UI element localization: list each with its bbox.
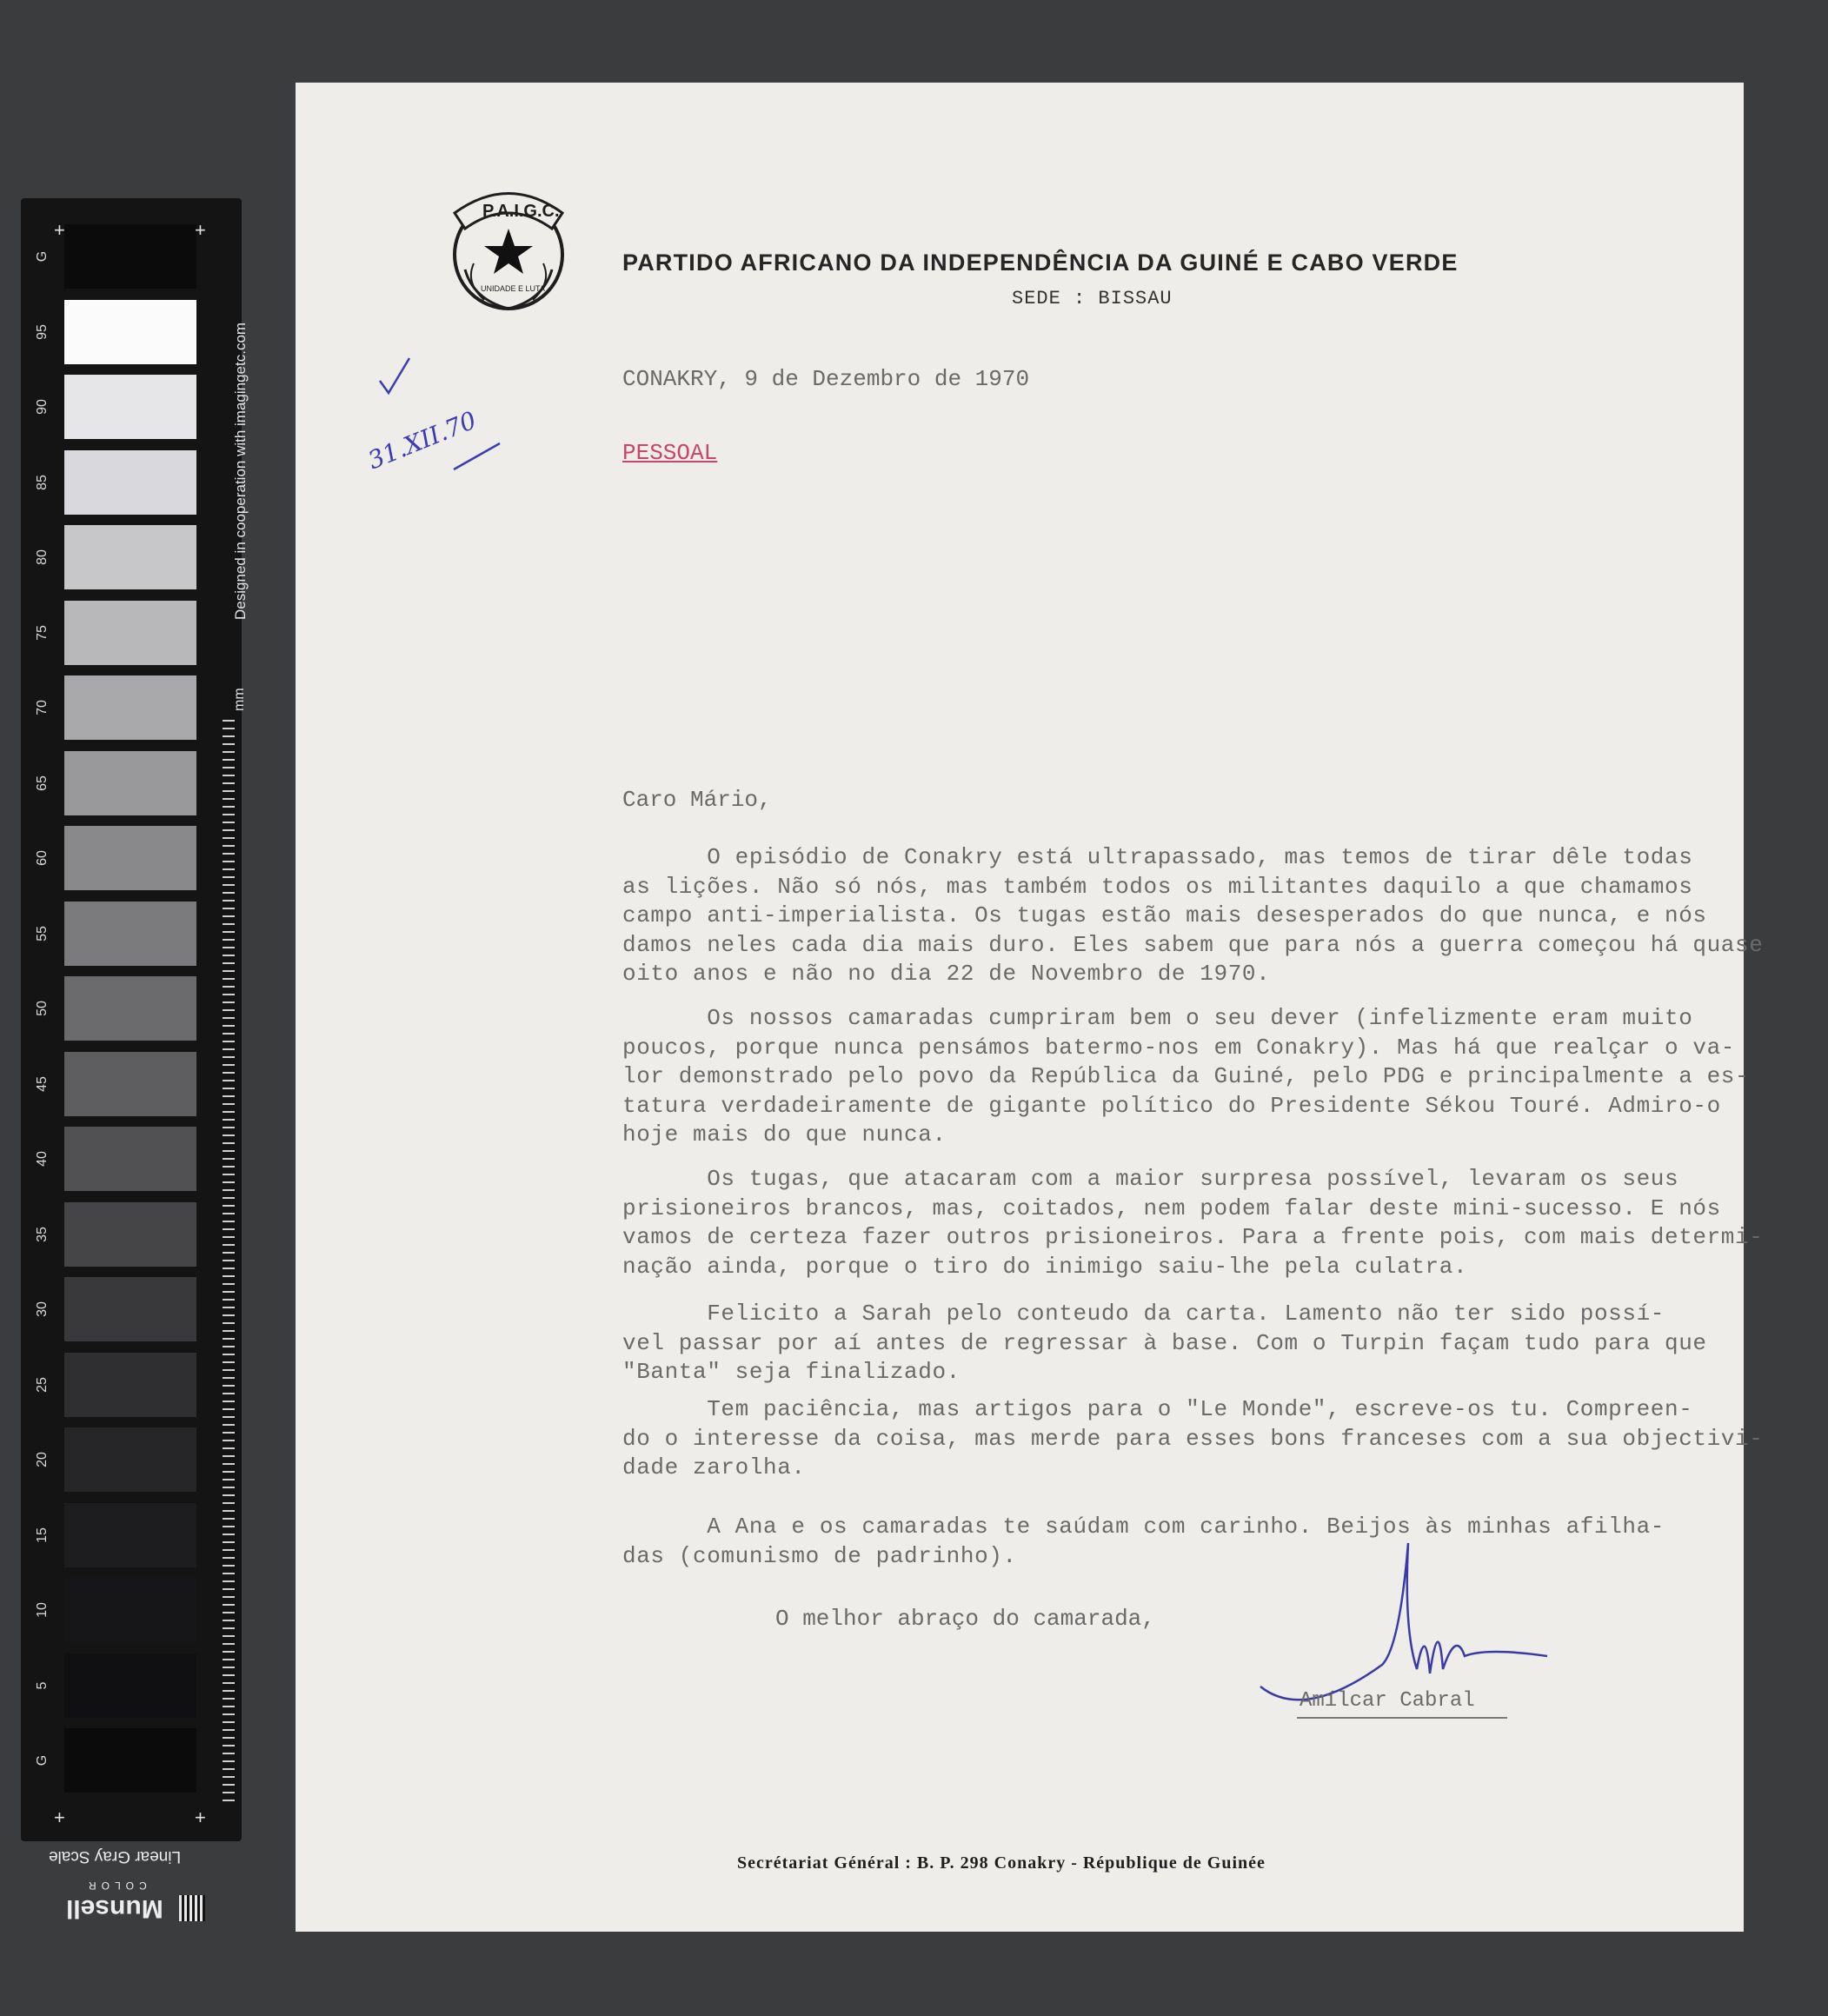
swatch-label: 95	[35, 323, 50, 340]
signature-underline	[1297, 1717, 1507, 1719]
munsell-logo-icon	[179, 1895, 205, 1921]
letter-paragraph	[622, 843, 1764, 989]
letter-line: lor demonstrado pelo povo da República da Guiné, pelo PDG e principalmente a es-	[622, 1063, 1750, 1089]
gray-swatch	[64, 902, 196, 966]
letter-line: nação ainda, porque o tiro do inimigo saiu-lhe pela culatra.	[622, 1253, 1468, 1280]
letter-line: do o interesse da coisa, mas merde para esses bons franceses com a sua objectivi-	[622, 1425, 1764, 1452]
gray-swatch	[64, 525, 196, 589]
letter-line: as lições. Não só nós, mas também todos os militantes daquilo a que chamamos	[622, 873, 1693, 900]
letter-page	[296, 83, 1764, 1932]
unit-label: mm	[232, 688, 247, 711]
swatch-label: 45	[35, 1075, 50, 1092]
letter-line: prisioneiros brancos, mas, coitados, nem podem falar deste mini-sucesso. E nós	[622, 1194, 1721, 1221]
gray-swatch	[64, 1052, 196, 1116]
plus-mark: +	[54, 219, 65, 241]
paigc-emblem-icon	[439, 178, 578, 317]
swatch-label: 70	[35, 700, 50, 715]
emblem-text: P.A.I.G.C.	[482, 202, 560, 221]
gray-swatch	[64, 1127, 196, 1191]
swatch-label: 35	[35, 1226, 50, 1242]
salutation: Caro Mário,	[622, 787, 772, 813]
gray-swatch	[64, 1653, 196, 1718]
letter-line: A Ana e os camaradas te saúdam com carinho. Beijos às minhas afilha-	[622, 1514, 1665, 1540]
gray-swatch	[64, 300, 196, 364]
closing-line: O melhor abraço do camarada,	[775, 1606, 1155, 1632]
scale-name: Linear Gray Scale	[49, 1847, 182, 1866]
letter-line: oito anos e não no dia 22 de Novembro de 1970.	[622, 961, 1271, 987]
swatch-label: 30	[35, 1301, 50, 1317]
gray-swatch	[64, 1427, 196, 1492]
gray-scale-strip	[21, 198, 249, 1923]
gray-swatch	[64, 450, 196, 515]
emblem-motto: UNIDADE E LUTA	[481, 284, 545, 293]
organization-seat: SEDE : BISSAU	[1012, 288, 1173, 309]
mm-ruler	[223, 720, 235, 1806]
swatch-label: 65	[35, 775, 50, 791]
footer-address: Secrétariat Général : B. P. 298 Conakry - République de Guinée	[737, 1853, 1266, 1873]
letter-line: das (comunismo de padrinho).	[622, 1542, 1017, 1569]
swatch-label: 20	[35, 1452, 50, 1467]
gray-swatch	[64, 751, 196, 815]
letter-paragraph	[622, 1165, 1764, 1281]
gray-swatch	[64, 1503, 196, 1567]
letter-line: tatura verdadeiramente de gigante político do Presidente Sékou Touré. Admiro-o	[622, 1092, 1721, 1119]
gray-swatch	[64, 601, 196, 665]
swatch-label: 5	[35, 1681, 50, 1689]
organization-title: PARTIDO AFRICANO DA INDEPENDÊNCIA DA GUINÉ E CABO VERDE	[622, 250, 1459, 276]
letter-line: Os nossos camaradas cumpriram bem o seu dever (infelizmente eram muito	[622, 1005, 1693, 1031]
swatch-label: G	[35, 1754, 50, 1766]
letter-line: vel passar por aí antes de regressar à base. Com o Turpin façam tudo para que	[622, 1329, 1707, 1356]
swatch-label: 80	[35, 549, 50, 565]
plus-mark: +	[54, 1806, 65, 1828]
gray-swatch	[64, 375, 196, 439]
letter-paragraph	[622, 1004, 1750, 1150]
letter-line: "Banta" seja finalizado.	[622, 1359, 961, 1385]
letter-line: Os tugas, que atacaram com a maior surpresa possível, levaram os seus	[622, 1166, 1679, 1192]
letter-line: Tem paciência, mas artigos para o "Le Monde", escreve-os tu. Compreen-	[622, 1396, 1693, 1422]
gray-swatch	[64, 1728, 196, 1793]
letter-line: O episódio de Conakry está ultrapassado, mas temos de tirar dêle todas	[622, 844, 1693, 870]
pen-stroke	[452, 439, 504, 474]
classification-label: PESSOAL	[622, 440, 718, 466]
letter-paragraph	[622, 1300, 1735, 1387]
gray-swatch	[64, 224, 196, 289]
swatch-label: 55	[35, 925, 50, 941]
letter-line: vamos de certeza fazer outros prisioneiros. Para a frente pois, com mais determi-	[622, 1224, 1764, 1250]
date-line: CONAKRY, 9 de Dezembro de 1970	[622, 366, 1030, 392]
letter-paragraph	[622, 1395, 1764, 1483]
swatch-label: 60	[35, 850, 50, 866]
letter-line: dade zarolha.	[622, 1454, 806, 1480]
gray-swatch	[64, 976, 196, 1041]
gray-swatch	[64, 1578, 196, 1642]
gray-swatch	[64, 1277, 196, 1341]
signatory-name: Amílcar Cabral	[1300, 1689, 1475, 1713]
gray-swatch	[64, 675, 196, 740]
swatch-label: 50	[35, 1001, 50, 1016]
brand-name: Munsell	[66, 1894, 163, 1923]
checkmark-icon	[378, 356, 413, 400]
swatch-label: 10	[35, 1602, 50, 1618]
letter-paragraph	[622, 1513, 1735, 1571]
swatch-label: 75	[35, 624, 50, 641]
gray-swatch	[64, 1353, 196, 1417]
swatch-label: G	[35, 250, 50, 263]
handwritten-date: 31.XII.70	[363, 405, 481, 476]
swatch-label: 85	[35, 474, 50, 490]
letter-line: Felicito a Sarah pelo conteudo da carta. Lamento não ter sido possí-	[622, 1301, 1665, 1327]
gray-swatch	[64, 826, 196, 890]
letter-line: damos neles cada dia mais duro. Eles sabem que para nós a guerra começou há quase	[622, 931, 1764, 958]
swatch-label: 25	[35, 1376, 50, 1393]
credit-text: Designed in cooperation with imagingetc.com	[232, 322, 249, 620]
letter-line: campo anti-imperialista. Os tugas estão mais desesperados do que nunca, e nós	[622, 902, 1707, 928]
swatch-label: 40	[35, 1151, 50, 1167]
brand-sub: COLOR	[83, 1880, 147, 1892]
swatch-label: 90	[35, 399, 50, 415]
letter-line: hoje mais do que nunca.	[622, 1121, 947, 1148]
swatch-label: 15	[35, 1527, 50, 1543]
plus-mark: +	[195, 1806, 206, 1828]
gray-swatch	[64, 1202, 196, 1267]
plus-mark: +	[195, 219, 206, 241]
letter-line: poucos, porque nunca pensámos batermo-nos em Conakry). Mas há que realçar o va-	[622, 1034, 1735, 1061]
